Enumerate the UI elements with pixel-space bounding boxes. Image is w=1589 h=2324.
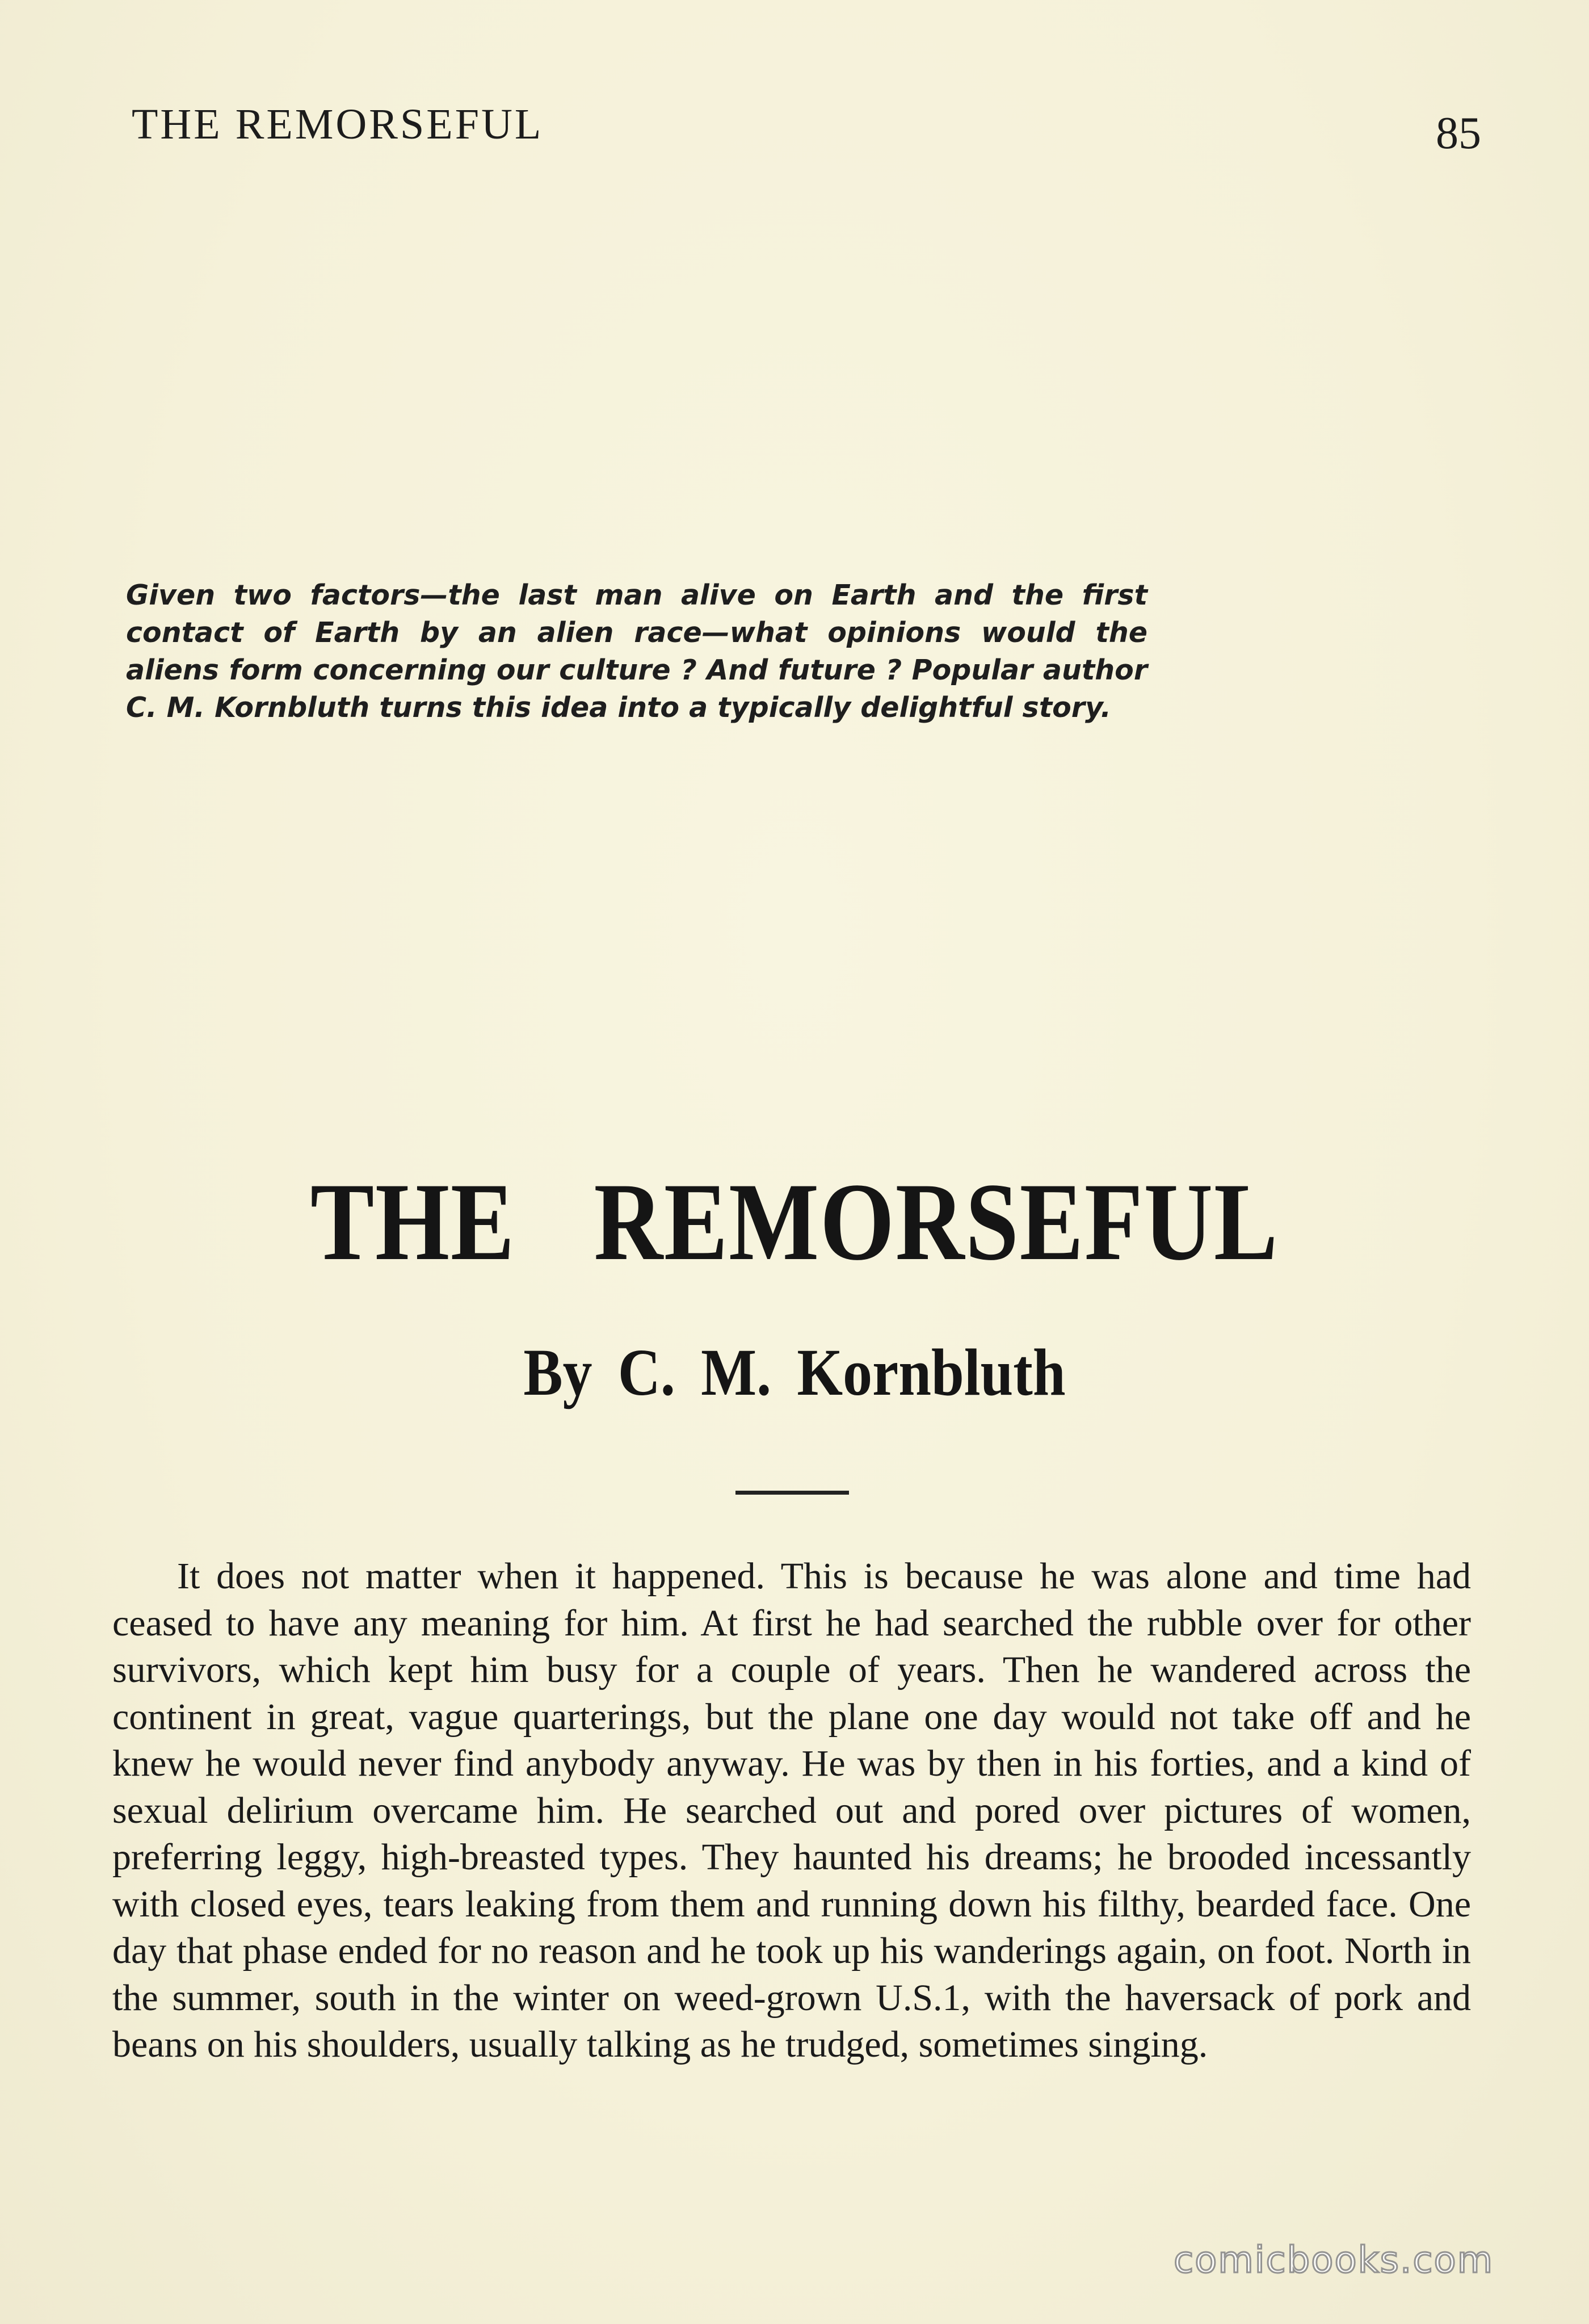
story-title: THE REMORSEFUL bbox=[310, 1160, 1279, 1283]
running-head: THE REMORSEFUL bbox=[132, 100, 544, 148]
page-number: 85 bbox=[1436, 108, 1481, 158]
story-blurb: Given two factors—the last man alive on Earth and the first contact of Earth by an alien race—what opinions would the aliens form concerning our culture ? And future ? Popular author C. M. Kornbluth turns this idea into a typically delightful story. bbox=[126, 579, 1147, 724]
watermark-logo: comicbooks.com bbox=[1174, 2239, 1494, 2281]
story-byline: By C. M. Kornbluth bbox=[523, 1335, 1066, 1409]
title-divider-rule bbox=[735, 1491, 849, 1495]
body-paragraph: It does not matter when it happened. This is because he was alone and time had ceased to have any meaning for him. At first he had searched the rubble over for other survivors, which kept him busy for a couple of years. Then he wandered across the continent in great, vague quarterings, but the plane one day would not take off and he knew he would never find anybody anyway. He was by then in his forties, and a kind of sexual delirium overcame him. He searched out and pored over pictures of women, preferring leggy, high-breasted types. They haunted his dreams; he brooded incessantly with closed eyes, tears leaking from them and running down his filthy, bearded face. One day that phase ended for no reason and he took up his wanderings again, on foot. North in the summer, south in the winter on weed-grown U.S.1, with the haversack of pork and beans on his shoulders, usually talking as he trudged, sometimes singing. bbox=[112, 1555, 1471, 2065]
